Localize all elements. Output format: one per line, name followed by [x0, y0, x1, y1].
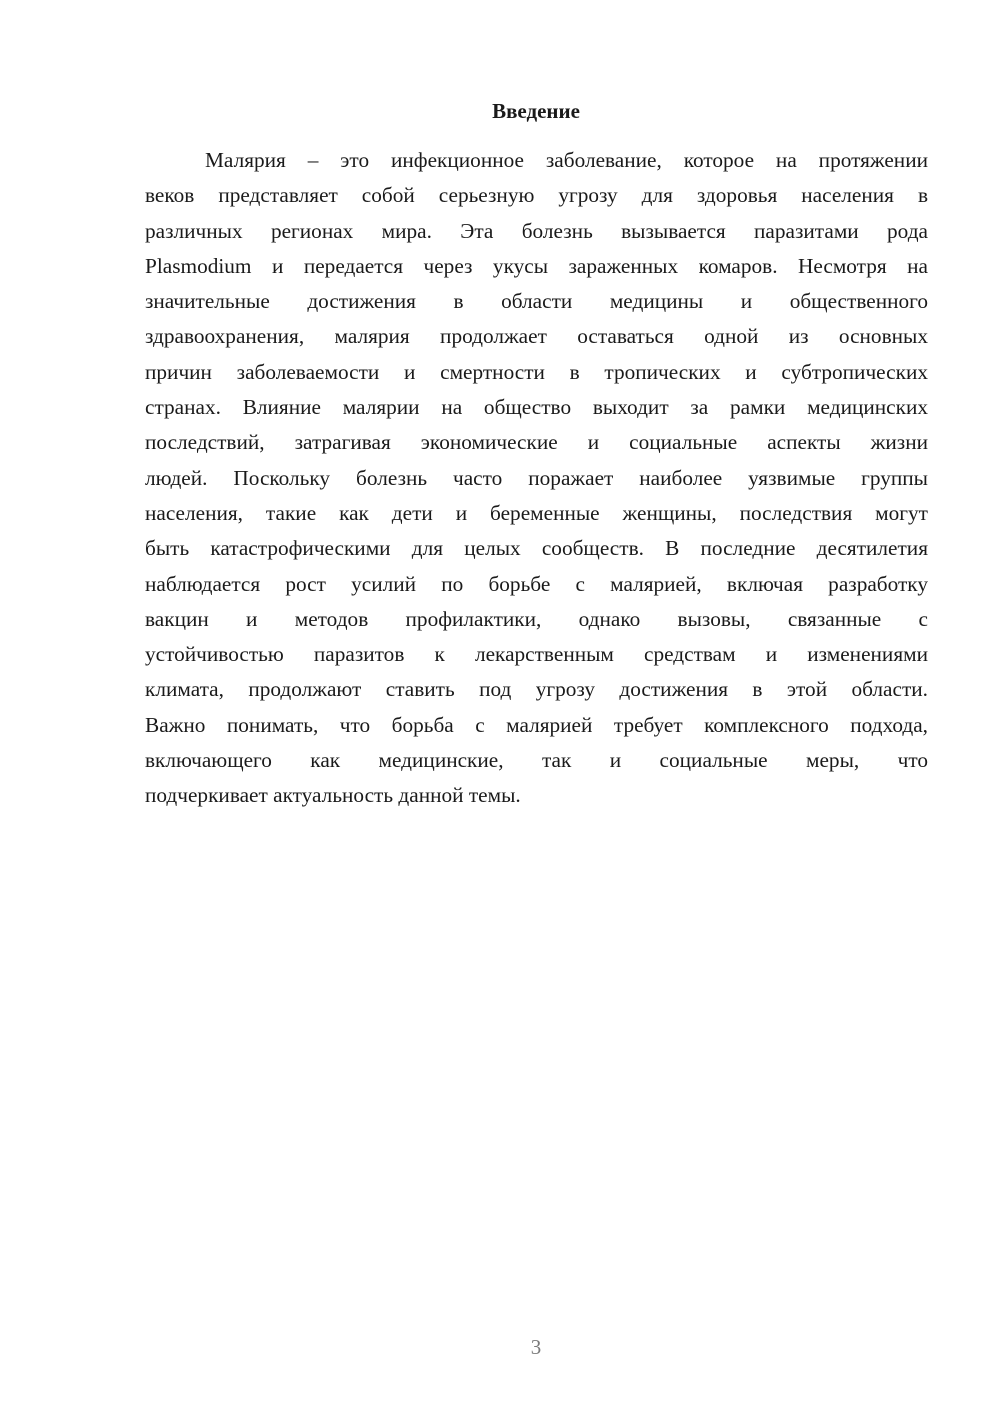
section-heading: Введение: [492, 99, 580, 123]
paragraph-line: значительные достижения в области медицины и общественного: [145, 289, 928, 314]
paragraph-line: Малярия – это инфекционное заболевание, которое на протяжении: [205, 148, 928, 172]
paragraph-line: быть катастрофическими для целых сообществ. В последние десятилетия: [145, 536, 928, 561]
paragraph-line: странах. Влияние малярии на общество выходит за рамки медицинских: [145, 395, 928, 420]
paragraph-line: различных регионах мира. Эта болезнь вызывается паразитами рода: [145, 218, 928, 243]
paragraph-line: Важно понимать, что борьба с малярией требует комплексного подхода,: [145, 712, 928, 737]
paragraph-line: Plasmodium и передается через укусы зараженных комаров. Несмотря на: [145, 253, 928, 278]
paragraph-line: причин заболеваемости и смертности в тропических и субтропических: [145, 359, 928, 384]
page-number: 3: [530, 1335, 542, 1359]
paragraph-line: населения, такие как дети и беременные женщины, последствия могут: [145, 500, 928, 525]
paragraph-line: вакцин и методов профилактики, однако вызовы, связанные с: [145, 606, 928, 631]
paragraph-line: последствий, затрагивая экономические и социальные аспекты жизни: [145, 430, 928, 455]
paragraph-line: климата, продолжают ставить под угрозу достижения в этой области.: [145, 677, 928, 702]
paragraph-line: здравоохранения, малярия продолжает оставаться одной из основных: [145, 324, 928, 349]
body-paragraph: [145, 143, 928, 814]
paragraph-line: включающего как медицинские, так и социальные меры, что: [145, 748, 928, 773]
paragraph-line: веков представляет собой серьезную угрозу для здоровья населения в: [145, 183, 928, 208]
paragraph-line: подчеркивает актуальность данной темы.: [145, 783, 521, 808]
paragraph-line: наблюдается рост усилий по борьбе с малярией, включая разработку: [145, 571, 928, 596]
paragraph-line: устойчивостью паразитов к лекарственным средствам и изменениями: [145, 642, 928, 667]
paragraph-line: людей. Поскольку болезнь часто поражает наиболее уязвимые группы: [145, 465, 928, 490]
